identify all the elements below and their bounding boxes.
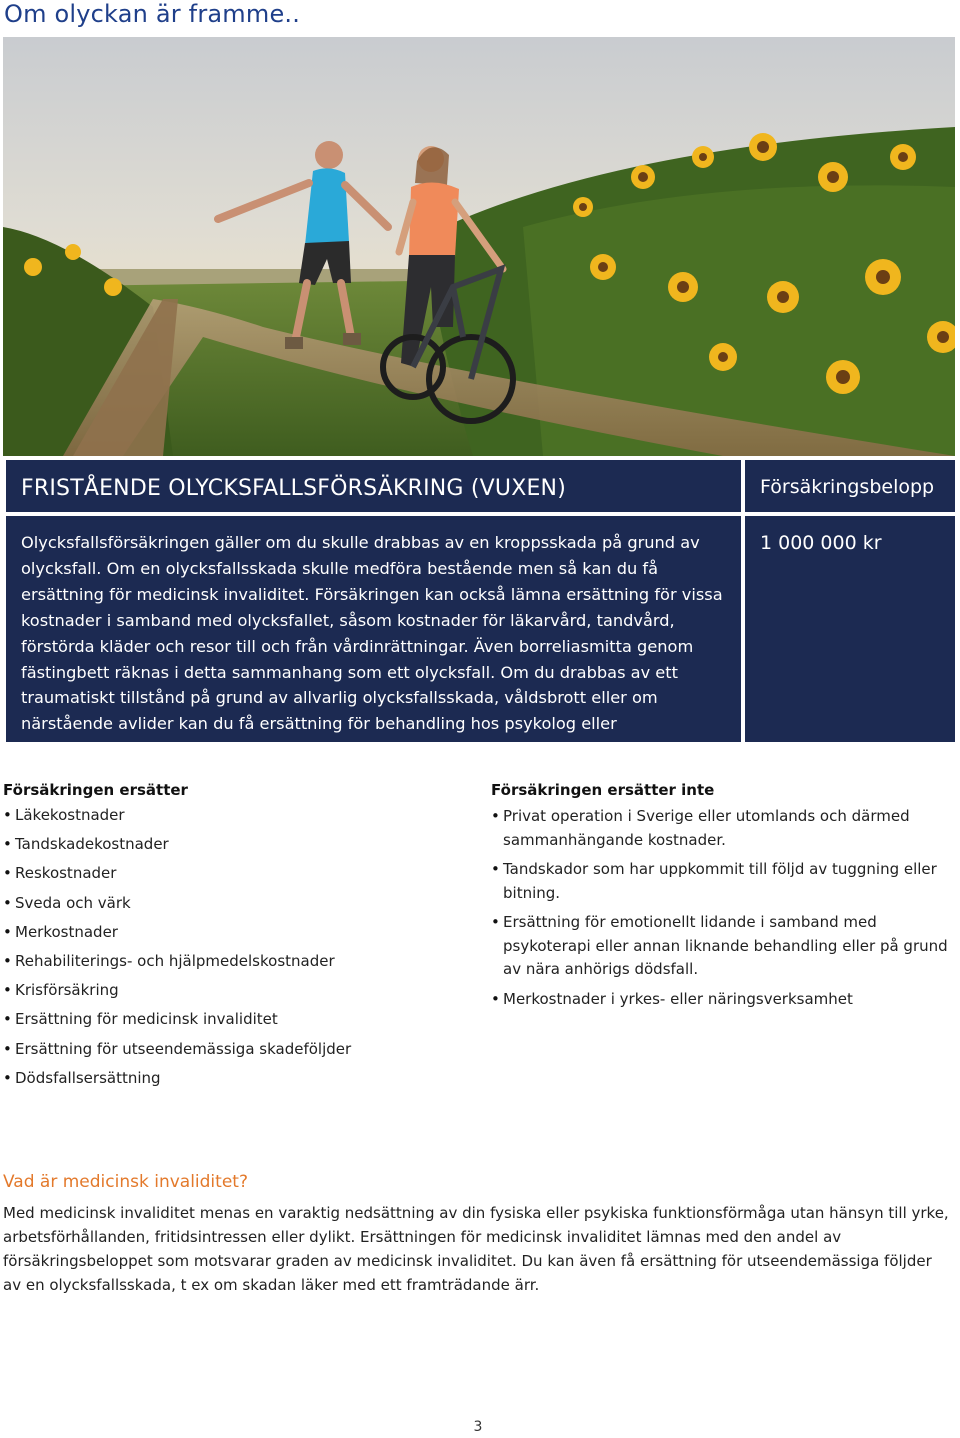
info-heading: Vad är medicinsk invaliditet?	[3, 1172, 248, 1192]
covered-heading: Försäkringen ersätter	[3, 781, 188, 799]
list-item: • Rehabiliterings- och hjälpmedelskostnader	[3, 951, 473, 971]
product-title-panel	[6, 460, 741, 512]
list-item: • Läkekostnader	[3, 805, 473, 825]
covered-list	[3, 805, 473, 1088]
list-item: • Privat operation i Sverige eller utomlands och därmed sammanhängande kostnader.	[491, 805, 956, 852]
list-item: • Tandskadekostnader	[3, 834, 473, 854]
covered-section	[3, 781, 473, 1097]
list-item: • Tandskador som har uppkommit till följd av tuggning eller bitning.	[491, 858, 956, 905]
product-description-panel	[6, 516, 741, 760]
not-covered-heading: Försäkringen ersätter inte	[491, 781, 715, 799]
amount-label: Försäkringsbelopp	[760, 476, 935, 498]
list-item: • Merkostnader	[3, 922, 473, 942]
list-item: • Krisförsäkring	[3, 980, 473, 1000]
not-covered-list	[491, 805, 956, 1011]
list-item: • Dödsfallsersättning	[3, 1068, 473, 1088]
list-item: • Ersättning för emotionellt lidande i samband med psykoterapi eller annan liknande behandling eller på grund av nära anhörigs dödsfall.	[491, 911, 956, 982]
amount-label-panel	[745, 460, 955, 512]
product-title: FRISTÅENDE OLYCKSFALLSFÖRSÄKRING (VUXEN)	[21, 476, 567, 501]
page-title: Om olyckan är framme..	[4, 0, 301, 28]
amount-value: 1 000 000 kr	[760, 532, 882, 554]
list-item: • Ersättning för utseendemässiga skadeföljder	[3, 1039, 473, 1059]
info-text: Med medicinsk invaliditet menas en varaktig nedsättning av din fysiska eller psykiska funktionsförmåga utan hänsyn till yrke, arbetsförhållanden, fritidsintressen eller dylikt. Ersättningen för medicinsk invaliditet lämnas med den andel av försäkringsbeloppet som motsvarar graden av medicinsk invaliditet. Du kan även få ersättning för utseendemässiga följder av en olycksfallsskada, t ex om skadan läker med ett framträdande ärr.	[3, 1204, 949, 1294]
couple-cycling-sunflower-field-photo	[3, 37, 955, 456]
page-number: 3	[473, 1419, 483, 1435]
hero-photo	[3, 37, 955, 456]
not-covered-section	[491, 781, 956, 1017]
list-item: • Sveda och värk	[3, 893, 473, 913]
amount-value-panel	[745, 516, 955, 742]
product-description: Olycksfallsförsäkringen gäller om du skulle drabbas av en kroppsskada på grund av olycksfall. Om en olycksfallsskada skulle medföra bestående men så kan du få ersättning för medicinsk invaliditet. Försäkringen kan också lämna ersättning för vissa kostnader i samband med olycksfallet, såsom kostnader för läkarvård, tandvård, förstörda kläder och resor till och från vårdinrättningar. Även borreliasmitta genom fästingbett räknas i detta sammanhang som ett olycksfall. Om du drabbas av ett traumatiskt tillstånd på grund av allvarlig olycksfallsskada, våldsbrott eller om närstående avlider kan du få ersättning för behandling hos psykolog eller psykoterapeut.	[21, 533, 723, 760]
list-item: • Ersättning för medicinsk invaliditet	[3, 1009, 473, 1029]
list-item: • Merkostnader i yrkes- eller näringsverksamhet	[491, 988, 956, 1012]
list-item: • Reskostnader	[3, 863, 473, 883]
